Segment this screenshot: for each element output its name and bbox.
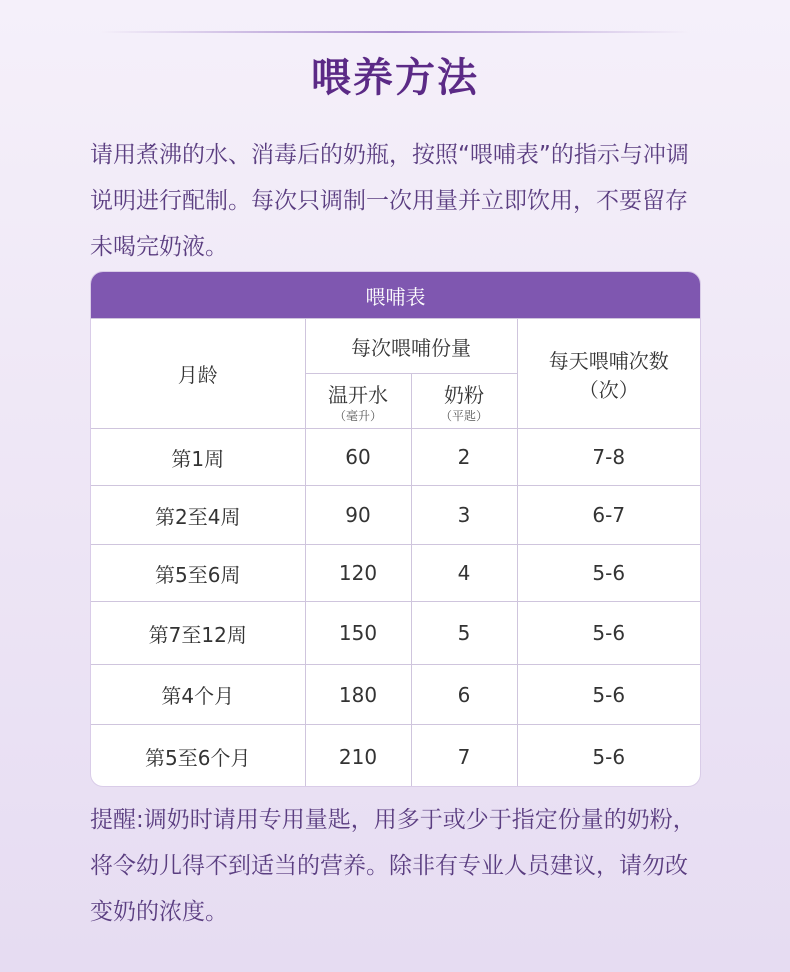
table-caption: 喂哺表 bbox=[91, 272, 700, 319]
header-daily-label: 每天喂哺次数 bbox=[548, 348, 669, 373]
cell-water: 150 bbox=[305, 602, 411, 665]
header-powder-label: 奶粉 bbox=[444, 382, 484, 407]
cell-daily: 5-6 bbox=[517, 725, 700, 787]
cell-powder: 6 bbox=[411, 665, 517, 725]
cell-daily: 5-6 bbox=[517, 602, 700, 665]
cell-age: 第5至6周 bbox=[91, 545, 305, 602]
cell-powder: 7 bbox=[411, 725, 517, 787]
header-powder-unit: （平匙） bbox=[439, 408, 488, 423]
cell-daily: 6-7 bbox=[517, 486, 700, 545]
cell-water: 60 bbox=[305, 429, 411, 486]
cell-powder: 2 bbox=[411, 429, 517, 486]
header-per-feed bbox=[305, 319, 517, 374]
cell-water: 210 bbox=[305, 725, 411, 787]
header-water bbox=[305, 374, 411, 429]
cell-age: 第7至12周 bbox=[91, 602, 305, 665]
tip-paragraph: 提醒:调奶时请用专用量匙，用多于或少于指定份量的奶粉，将令幼儿得不到适当的营养。除非有专业人员建议，请勿改变奶的浓度。 bbox=[90, 807, 696, 925]
cell-age: 第4个月 bbox=[91, 665, 305, 725]
table-row bbox=[91, 486, 700, 545]
cell-powder: 5 bbox=[411, 602, 517, 665]
feeding-table bbox=[91, 272, 700, 786]
table-row bbox=[91, 725, 700, 787]
cell-water: 120 bbox=[305, 545, 411, 602]
header-daily bbox=[517, 319, 700, 429]
header-water-label: 温开水 bbox=[328, 382, 388, 407]
table-row bbox=[91, 602, 700, 665]
header-water-unit: （毫升） bbox=[333, 408, 382, 423]
title-divider bbox=[100, 31, 690, 33]
header-per-feed-label: 每次喂哺份量 bbox=[351, 335, 471, 360]
table-row bbox=[91, 429, 700, 486]
cell-powder: 4 bbox=[411, 545, 517, 602]
table-row bbox=[91, 545, 700, 602]
table-row bbox=[91, 665, 700, 725]
header-powder bbox=[411, 374, 517, 429]
header-age bbox=[91, 319, 305, 429]
cell-water: 180 bbox=[305, 665, 411, 725]
page-title: 喂养方法 bbox=[311, 55, 479, 101]
cell-age: 第5至6个月 bbox=[91, 725, 305, 787]
cell-daily: 5-6 bbox=[517, 545, 700, 602]
cell-water: 90 bbox=[305, 486, 411, 545]
header-daily-unit: （次） bbox=[578, 377, 639, 402]
cell-age: 第1周 bbox=[91, 429, 305, 486]
header-age-label: 月龄 bbox=[177, 363, 218, 387]
cell-daily: 5-6 bbox=[517, 665, 700, 725]
intro-paragraph: 请用煮沸的水、消毒后的奶瓶，按照“喂哺表”的指示与冲调说明进行配制。每次只调制一次用量并立即饮用，不要留存未喝完奶液。 bbox=[90, 142, 689, 260]
cell-age: 第2至4周 bbox=[91, 486, 305, 545]
cell-powder: 3 bbox=[411, 486, 517, 545]
cell-daily: 7-8 bbox=[517, 429, 700, 486]
